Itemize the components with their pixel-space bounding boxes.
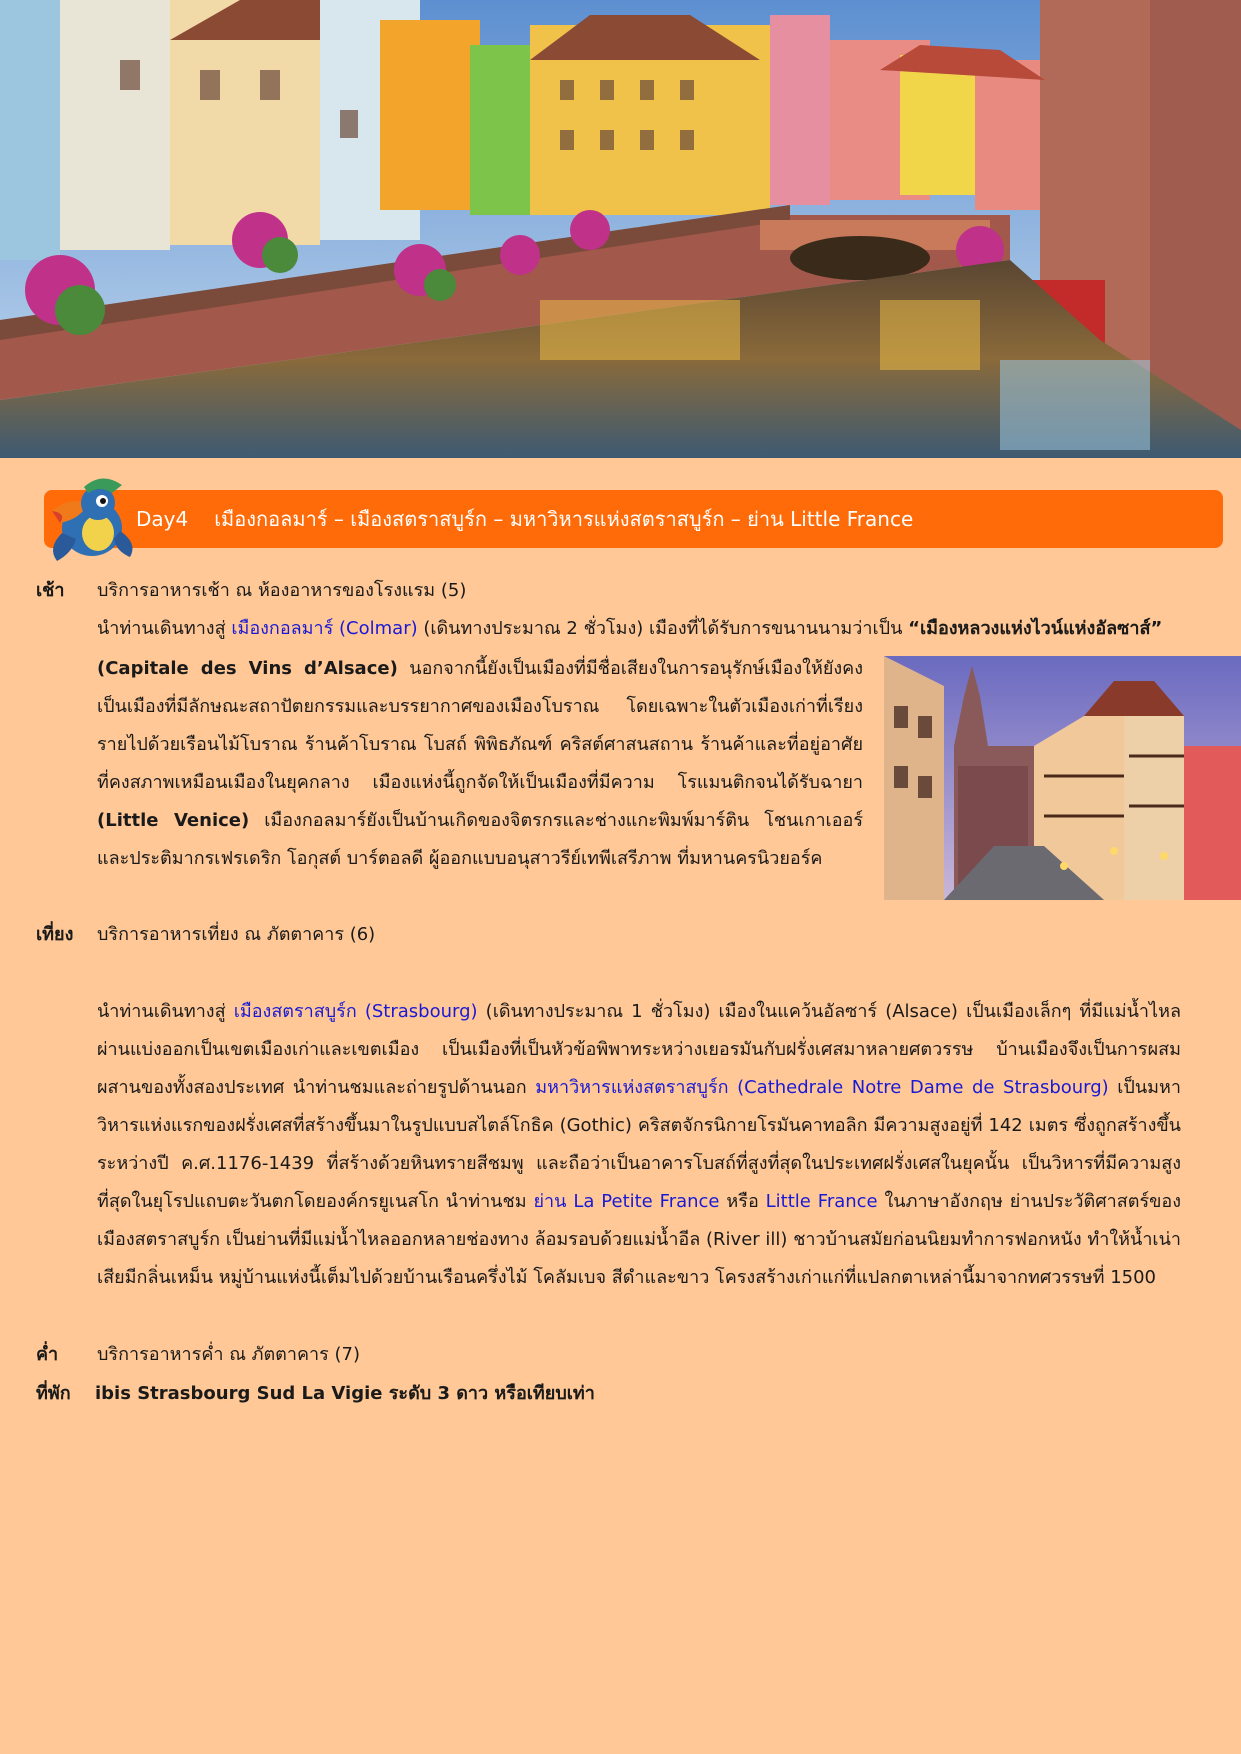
petite-france-link[interactable]: ย่าน La Petite France — [533, 1191, 720, 1212]
day-route: เมืองกอลมาร์ – เมืองสตราสบูร์ก – มหาวิหารแห่งสตราสบูร์ก – ย่าน Little France — [214, 507, 914, 531]
strasbourg-prefix: นำท่านเดินทางสู่ — [97, 1001, 234, 1022]
breakfast-text: บริการอาหารเช้า ณ ห้องอาหารของโรงแรม (5) — [97, 580, 467, 601]
dinner-text: บริการอาหารค่ำ ณ ภัตตาคาร (7) — [97, 1344, 361, 1365]
hotel-name: ibis Strasbourg Sud La Vigie ระดับ 3 ดาว หรือเทียบเท่า — [95, 1383, 595, 1404]
colmar-link[interactable]: เมืองกอลมาร์ (Colmar) — [231, 618, 418, 639]
strasbourg-text-c: หรือ — [719, 1191, 766, 1212]
lunch-text: บริการอาหารเที่ยง ณ ภัตตาคาร (6) — [97, 924, 376, 945]
cathedral-link[interactable]: มหาวิหารแห่งสตราสบูร์ก (Cathedrale Notre Dame de Strasbourg) — [535, 1077, 1109, 1098]
noon-label: เที่ยง — [36, 924, 74, 945]
colmar-intro-middle: (เดินทางประมาณ 2 ชั่วโมง) เมืองที่ได้รับการขนานนามว่าเป็น — [417, 618, 909, 639]
day-number: Day4 — [136, 507, 189, 531]
strasbourg-text-a: (เดินทางประมาณ 1 ชั่วโมง) เมืองในแคว้นอัลซาร์ (Alsace) เป็นเมืองเล็กๆ ที่มีแม่น้ำไหลผ่านแบ่งออกเป็นเขตเมืองเก่าและเขตเมือง เป็นเมืองที่เป็นหัวข้อพิพาทระหว่างเยอรมันกับฝรั่งเศสมาหลายศตวรรษ บ้านเมืองจึงเป็นการผสมผสานของทั้งสองประเทศ นำท่านชมและถ่ายรูปด้านนอก — [97, 1001, 1181, 1098]
colmar-intro-line — [97, 614, 1162, 644]
strasbourg-text-b: เป็นมหาวิหารแห่งแรกของฝรั่งเศสที่สร้างขึ้นมาในรูปแบบสไตล์โกธิค (Gothic) คริสตจักรนิกายโรมันคาทอลิก มีความสูงอยู่ที่ 142 เมตร ซึ่งถูกสร้างขึ้นระหว่างปี ค.ศ.1176-1439 ที่สร้างด้วยหินทรายสีชมพู และถือว่าเป็นอาคารโบสถ์ที่สูงที่สุดในประเทศฝรั่งเศสในยุคนั้น เป็นวิหารที่มีความสูงที่สุดในยุโรปแถบตะวันตกโดยองค์กรยูเนสโก นำท่านชม — [97, 1077, 1181, 1212]
colmar-intro-prefix: นำท่านเดินทางสู่ — [97, 618, 232, 639]
colmar-french-name: (Capitale des Vins d’Alsace) — [97, 658, 398, 679]
strasbourg-description — [97, 993, 1181, 1297]
little-france-link[interactable]: Little France — [765, 1191, 878, 1212]
colmar-description — [97, 650, 863, 878]
colmar-title: “เมืองหลวงแห่งไวน์แห่งอัลซาส์” — [908, 618, 1163, 639]
morning-label: เช้า — [36, 580, 65, 601]
colmar-description-a: นอกจากนี้ยังเป็นเมืองที่มีชื่อเสียงในการอนุรักษ์เมืองให้ยังคงเป็นเมืองที่มีลักษณะสถาปัตยกรรมและบรรยากาศของเมืองโบราณ โดยเฉพาะในตัวเมืองเก่าที่เรียงรายไปด้วยเรือนไม้โบราณ ร้านค้าโบราณ โบสถ์ พิพิธภัณฑ์ คริสต์ศาสนสถาน ร้านค้าและที่อยู่อาศัยที่คงสภาพเหมือนเมืองในยุคกลาง เมืองแห่งนี้ถูกจัดให้เป็นเมืองที่มีความ โรแมนติกจนได้รับฉายา — [97, 658, 863, 793]
colmar-description-b: เมืองกอลมาร์ยังเป็นบ้านเกิดของจิตรกรและช่างแกะพิมพ์มาร์ติน โชนเกาเออร์ และประติมากรเฟรเดริก โอกุสต์ บาร์ตอลดี ผู้ออกแบบอนุสาวรีย์เทพีเสรีภาพ ที่มหานครนิวยอร์ค — [97, 810, 863, 869]
evening-label: ค่ำ — [36, 1344, 59, 1365]
strasbourg-street-photo — [884, 656, 1241, 900]
hotel-label: ที่พัก — [36, 1383, 71, 1404]
hero-photo — [0, 0, 1241, 458]
toucan-mascot-icon — [42, 473, 142, 565]
day-banner-text — [136, 490, 913, 548]
strasbourg-link[interactable]: เมืองสตราสบูร์ก (Strasbourg) — [233, 1001, 478, 1022]
little-venice-label: (Little Venice) — [97, 810, 250, 831]
strasbourg-text-d: ในภาษาอังกฤษ ย่านประวัติศาสตร์ของเมืองสตราสบูร์ก เป็นย่านที่มีแม่น้ำไหลออกหลายช่องทาง ล้อมรอบด้วยแม่น้ำอีล (River ill) ชาวบ้านสมัยก่อนนิยมทำการฟอกหนัง ทำให้น้ำเน่าเสียมีกลิ่นเหม็น หมู่บ้านแห่งนี้เต็มไปด้วยบ้านเรือนครึ่งไม้ โคลัมเบจ สีดำและขาว โครงสร้างเก่าแก่ที่แปลกตาเหล่านี้มาจากทศวรรษที่ 1500 — [97, 1191, 1182, 1288]
